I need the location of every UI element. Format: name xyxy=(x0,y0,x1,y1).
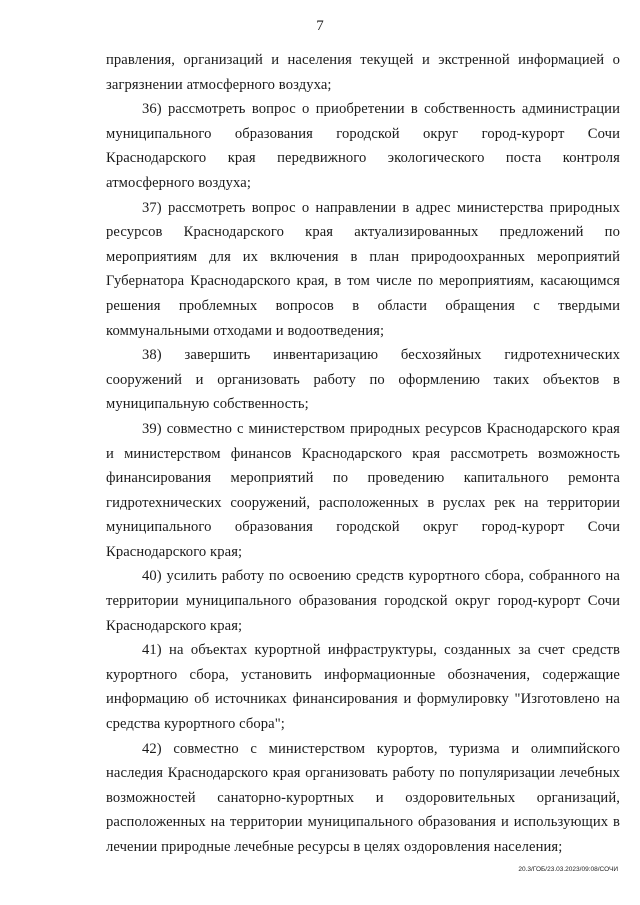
document-body xyxy=(106,48,620,860)
list-item-36: 36) рассмотреть вопрос о приобретении в собственность администрации муниципального образования городской округ город-курорт Сочи Краснодарского края передвижного экологического поста контроля атмосферного воздуха; xyxy=(106,101,620,191)
page-number: 7 xyxy=(316,18,324,34)
list-item-37: 37) рассмотреть вопрос о направлении в адрес министерства природных ресурсов Краснодарского края актуализированных предложений по мероприятиям для их включения в план природоохранных мероприятий Губернатора Краснодарского края, в том числе по мероприятиям, касающимся решения проблемных вопросов в области обращения с твердыми коммунальными отходами и водоотведения; xyxy=(106,199,620,339)
list-item-39: 39) совместно с министерством природных ресурсов Краснодарского края и министерством финансов Краснодарского края рассмотреть возможность финансирования мероприятий по проведению капитального ремонта гидротехнических сооружений, расположенных в руслах рек на территории муниципального образования городской округ город-курорт Сочи Краснодарского края; xyxy=(106,420,620,560)
list-item-42: 42) совместно с министерством курортов, туризма и олимпийского наследия Краснодарского края организовать работу по популяризации лечебных возможностей санаторно-курортных и оздоровительных организаций, расположенных на территории муниципального образования и использующих в лечении природные лечебные ресурсы в целях оздоровления населения; xyxy=(106,740,620,855)
document-footer-code: 20.3/ГОБ/23.03.2023/09:08/СОЧИ xyxy=(518,866,618,873)
paragraph-continuation: правления, организаций и населения текущей и экстренной информацией о загрязнении атмосферного воздуха; xyxy=(106,52,620,93)
list-item-41: 41) на объектах курортной инфраструктуры, созданных за счет средств курортного сбора, установить информационные обозначения, содержащие информацию об источниках финансирования и формулировку "Изготовлено на средства курортного сбора"; xyxy=(106,642,620,733)
list-item-40: 40) усилить работу по освоению средств курортного сбора, собранного на территории муниципального образования городской округ город-курорт Сочи Краснодарского края; xyxy=(106,568,620,634)
list-item-38: 38) завершить инвентаризацию бесхозяйных гидротехнических сооружений и организовать работу по оформлению таких объектов в муниципальную собственность; xyxy=(106,347,620,413)
